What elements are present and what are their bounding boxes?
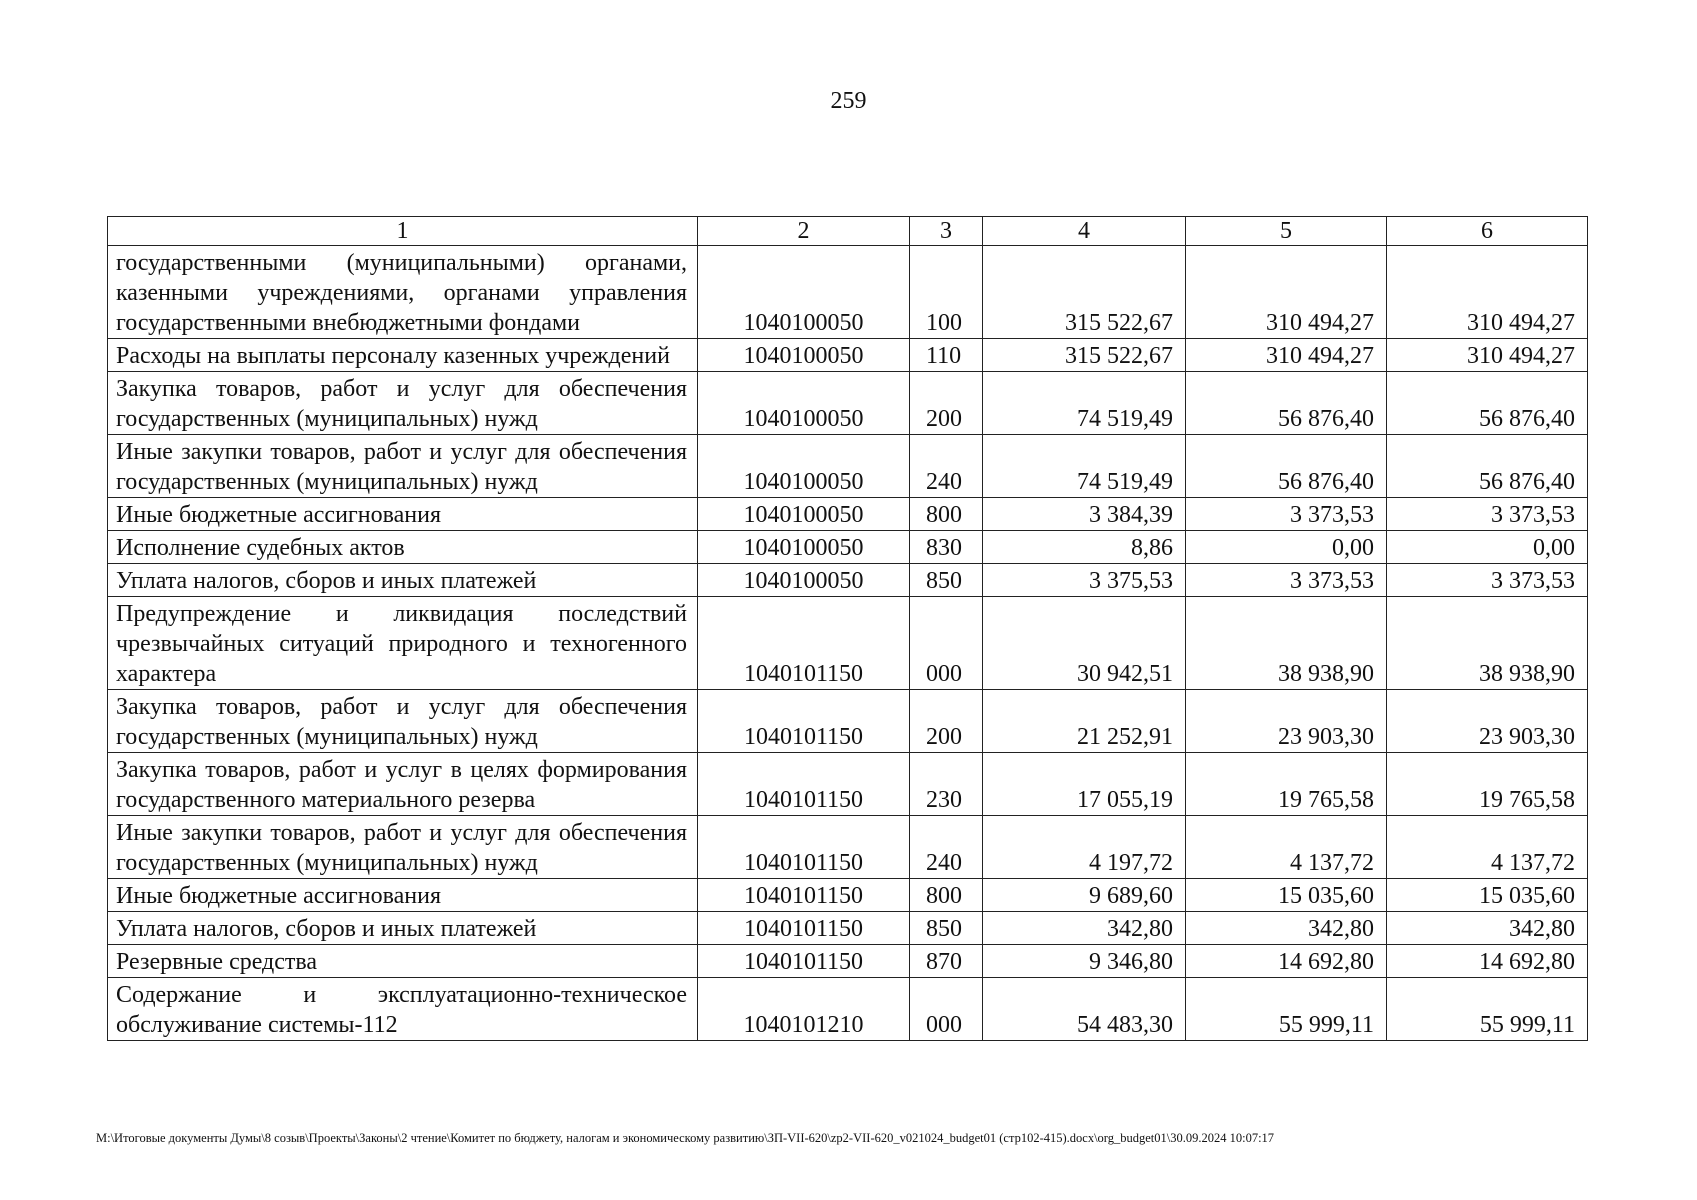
table-row bbox=[108, 912, 1588, 945]
amount-col4-cell: 315 522,67 bbox=[983, 339, 1186, 372]
row-name-cell: Резервные средства bbox=[108, 945, 698, 978]
expense-type-cell: 830 bbox=[910, 531, 983, 564]
target-article-cell: 1040101150 bbox=[698, 816, 910, 879]
row-name-cell: Расходы на выплаты персоналу казенных учреждений bbox=[108, 339, 698, 372]
row-name-cell: Уплата налогов, сборов и иных платежей bbox=[108, 912, 698, 945]
amount-col4-cell: 315 522,67 bbox=[983, 246, 1186, 339]
amount-col4-cell: 342,80 bbox=[983, 912, 1186, 945]
expense-type-cell: 110 bbox=[910, 339, 983, 372]
expense-type-cell: 200 bbox=[910, 690, 983, 753]
expense-type-cell: 240 bbox=[910, 816, 983, 879]
page-number: 259 bbox=[830, 88, 867, 114]
amount-col6-cell: 56 876,40 bbox=[1387, 372, 1588, 435]
table-row bbox=[108, 879, 1588, 912]
target-article-cell: 1040101150 bbox=[698, 597, 910, 690]
target-article-cell: 1040101150 bbox=[698, 879, 910, 912]
target-article-cell: 1040100050 bbox=[698, 372, 910, 435]
amount-col6-cell: 56 876,40 bbox=[1387, 435, 1588, 498]
amount-col6-cell: 0,00 bbox=[1387, 531, 1588, 564]
target-article-cell: 1040100050 bbox=[698, 246, 910, 339]
amount-col4-cell: 9 689,60 bbox=[983, 879, 1186, 912]
amount-col4-cell: 74 519,49 bbox=[983, 372, 1186, 435]
amount-col5-cell: 56 876,40 bbox=[1186, 372, 1387, 435]
target-article-cell: 1040100050 bbox=[698, 564, 910, 597]
amount-col6-cell: 55 999,11 bbox=[1387, 978, 1588, 1041]
target-article-cell: 1040101210 bbox=[698, 978, 910, 1041]
amount-col6-cell: 15 035,60 bbox=[1387, 879, 1588, 912]
amount-col5-cell: 3 373,53 bbox=[1186, 498, 1387, 531]
target-article-cell: 1040100050 bbox=[698, 339, 910, 372]
amount-col5-cell: 342,80 bbox=[1186, 912, 1387, 945]
row-name-cell: Иные закупки товаров, работ и услуг для обеспечения государственных (муниципальных) нужд bbox=[108, 435, 698, 498]
amount-col4-cell: 74 519,49 bbox=[983, 435, 1186, 498]
amount-col4-cell: 3 384,39 bbox=[983, 498, 1186, 531]
target-article-cell: 1040100050 bbox=[698, 498, 910, 531]
expense-type-cell: 240 bbox=[910, 435, 983, 498]
table-row bbox=[108, 564, 1588, 597]
table-row bbox=[108, 690, 1588, 753]
amount-col4-cell: 3 375,53 bbox=[983, 564, 1186, 597]
column-header: 5 bbox=[1186, 217, 1387, 246]
amount-col5-cell: 15 035,60 bbox=[1186, 879, 1387, 912]
table-row bbox=[108, 531, 1588, 564]
row-name-cell: Закупка товаров, работ и услуг для обеспечения государственных (муниципальных) нужд bbox=[108, 690, 698, 753]
row-name-cell: Исполнение судебных актов bbox=[108, 531, 698, 564]
amount-col6-cell: 4 137,72 bbox=[1387, 816, 1588, 879]
table-row bbox=[108, 816, 1588, 879]
row-name-cell: Иные бюджетные ассигнования bbox=[108, 498, 698, 531]
column-header: 1 bbox=[108, 217, 698, 246]
budget-table bbox=[107, 216, 1588, 1041]
expense-type-cell: 870 bbox=[910, 945, 983, 978]
target-article-cell: 1040100050 bbox=[698, 531, 910, 564]
target-article-cell: 1040100050 bbox=[698, 435, 910, 498]
amount-col6-cell: 342,80 bbox=[1387, 912, 1588, 945]
expense-type-cell: 850 bbox=[910, 564, 983, 597]
amount-col6-cell: 14 692,80 bbox=[1387, 945, 1588, 978]
target-article-cell: 1040101150 bbox=[698, 690, 910, 753]
amount-col5-cell: 38 938,90 bbox=[1186, 597, 1387, 690]
expense-type-cell: 850 bbox=[910, 912, 983, 945]
amount-col5-cell: 4 137,72 bbox=[1186, 816, 1387, 879]
amount-col6-cell: 3 373,53 bbox=[1387, 498, 1588, 531]
row-name-cell: Предупреждение и ликвидация последствий чрезвычайных ситуаций природного и техногенного характера bbox=[108, 597, 698, 690]
amount-col5-cell: 19 765,58 bbox=[1186, 753, 1387, 816]
table-row bbox=[108, 597, 1588, 690]
row-name-cell: государственными (муниципальными) органами, казенными учреждениями, органами управления государственными внебюджетными фондами bbox=[108, 246, 698, 339]
amount-col6-cell: 38 938,90 bbox=[1387, 597, 1588, 690]
table-row bbox=[108, 339, 1588, 372]
row-name-cell: Закупка товаров, работ и услуг в целях формирования государственного материального резерва bbox=[108, 753, 698, 816]
expense-type-cell: 200 bbox=[910, 372, 983, 435]
amount-col6-cell: 310 494,27 bbox=[1387, 339, 1588, 372]
amount-col6-cell: 19 765,58 bbox=[1387, 753, 1588, 816]
amount-col6-cell: 310 494,27 bbox=[1387, 246, 1588, 339]
row-name-cell: Иные закупки товаров, работ и услуг для обеспечения государственных (муниципальных) нужд bbox=[108, 816, 698, 879]
amount-col4-cell: 30 942,51 bbox=[983, 597, 1186, 690]
column-header: 4 bbox=[983, 217, 1186, 246]
header-row bbox=[108, 217, 1588, 246]
row-name-cell: Закупка товаров, работ и услуг для обеспечения государственных (муниципальных) нужд bbox=[108, 372, 698, 435]
amount-col5-cell: 310 494,27 bbox=[1186, 246, 1387, 339]
table-body bbox=[108, 217, 1588, 1041]
column-header: 6 bbox=[1387, 217, 1588, 246]
table-row bbox=[108, 498, 1588, 531]
amount-col4-cell: 17 055,19 bbox=[983, 753, 1186, 816]
expense-type-cell: 800 bbox=[910, 879, 983, 912]
target-article-cell: 1040101150 bbox=[698, 912, 910, 945]
amount-col4-cell: 8,86 bbox=[983, 531, 1186, 564]
column-header: 3 bbox=[910, 217, 983, 246]
amount-col4-cell: 9 346,80 bbox=[983, 945, 1186, 978]
amount-col5-cell: 55 999,11 bbox=[1186, 978, 1387, 1041]
amount-col5-cell: 23 903,30 bbox=[1186, 690, 1387, 753]
amount-col4-cell: 21 252,91 bbox=[983, 690, 1186, 753]
row-name-cell: Иные бюджетные ассигнования bbox=[108, 879, 698, 912]
table-row bbox=[108, 435, 1588, 498]
table-row bbox=[108, 246, 1588, 339]
amount-col4-cell: 4 197,72 bbox=[983, 816, 1186, 879]
table-row bbox=[108, 372, 1588, 435]
row-name-cell: Уплата налогов, сборов и иных платежей bbox=[108, 564, 698, 597]
amount-col4-cell: 54 483,30 bbox=[983, 978, 1186, 1041]
amount-col5-cell: 14 692,80 bbox=[1186, 945, 1387, 978]
table-row bbox=[108, 945, 1588, 978]
amount-col5-cell: 0,00 bbox=[1186, 531, 1387, 564]
column-header: 2 bbox=[698, 217, 910, 246]
amount-col6-cell: 23 903,30 bbox=[1387, 690, 1588, 753]
table-row bbox=[108, 753, 1588, 816]
amount-col5-cell: 56 876,40 bbox=[1186, 435, 1387, 498]
file-path-footer: M:\Итоговые документы Думы\8 созыв\Проекты\Законы\2 чтение\Комитет по бюджету, налогам и экономическому развитию\ЗП-VII-620\zp2-VII-620_v021024_budget01 (стр102-415).docx\org_budget01\30.09.2024 10:07:17 bbox=[96, 1131, 1275, 1145]
expense-type-cell: 000 bbox=[910, 978, 983, 1041]
expense-type-cell: 100 bbox=[910, 246, 983, 339]
target-article-cell: 1040101150 bbox=[698, 753, 910, 816]
expense-type-cell: 800 bbox=[910, 498, 983, 531]
expense-type-cell: 000 bbox=[910, 597, 983, 690]
target-article-cell: 1040101150 bbox=[698, 945, 910, 978]
amount-col6-cell: 3 373,53 bbox=[1387, 564, 1588, 597]
amount-col5-cell: 310 494,27 bbox=[1186, 339, 1387, 372]
table-row bbox=[108, 978, 1588, 1041]
amount-col5-cell: 3 373,53 bbox=[1186, 564, 1387, 597]
expense-type-cell: 230 bbox=[910, 753, 983, 816]
row-name-cell: Содержание и эксплуатационно-техническое обслуживание системы-112 bbox=[108, 978, 698, 1041]
